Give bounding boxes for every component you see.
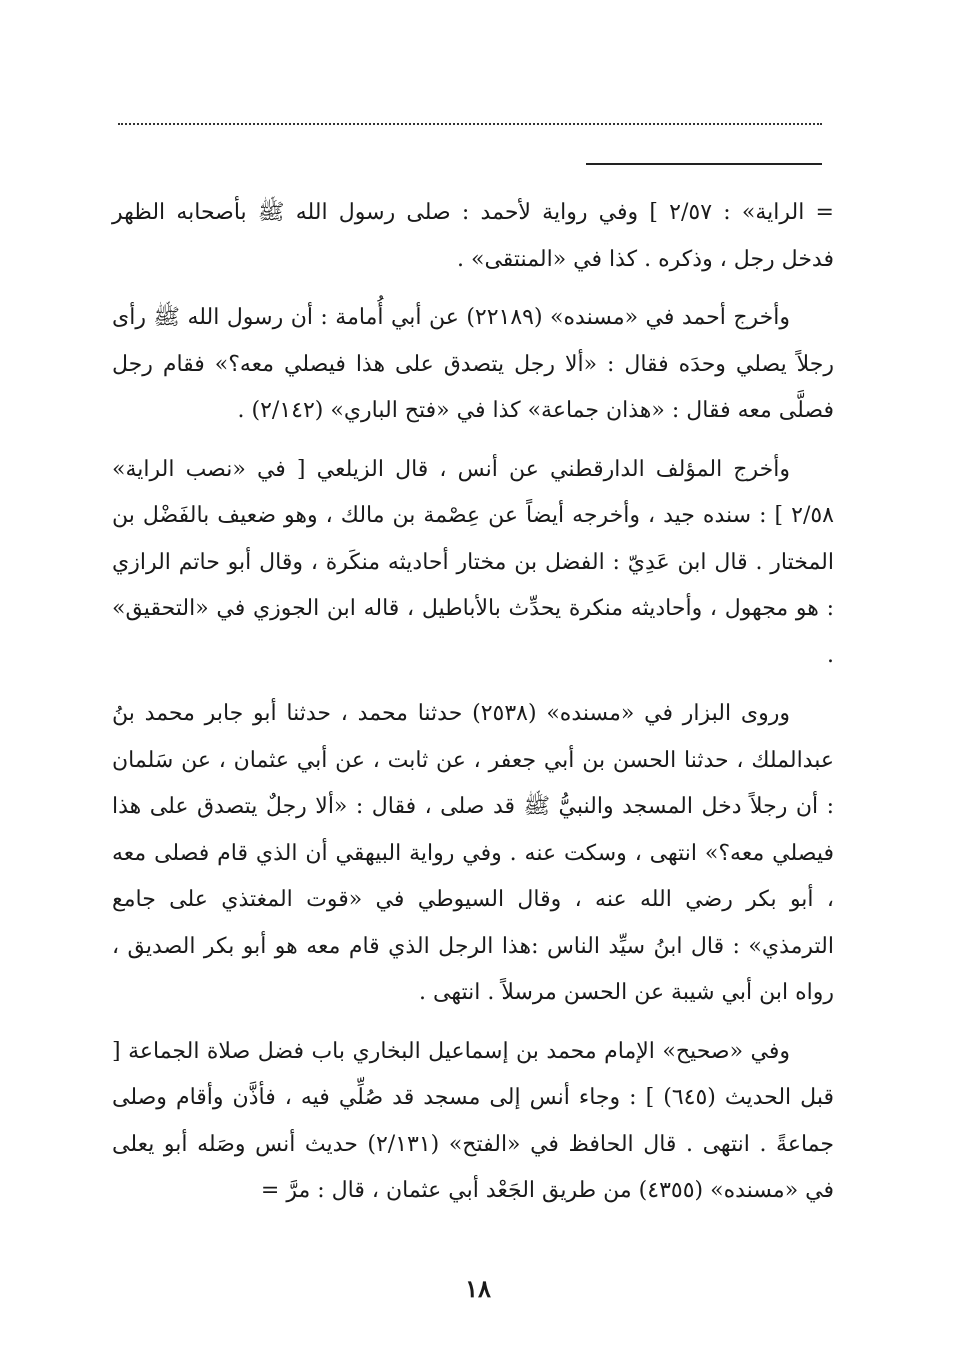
footnote-text-block (112, 190, 834, 1215)
dotted-separator (118, 123, 822, 125)
footnote-paragraph-5: وفي «صحيح» الإمام محمد بن إسماعيل البخاري باب فضل صلاة الجماعة [ قبل الحديث (٦٤٥) ] : وجاء أنس إلى مسجد قد صُلِّي فيه ، فأذَّن وأقام وصلى جماعةً . انتهى . قال الحافظ في «الفتح» (٢/١٣١) حديث أنس وصَله أبو يعلى في «مسنده» (٤٣٥٥) من طريق الجَعْد أبي عثمان ، قال : مرَّ = (112, 1038, 835, 1203)
footnote-paragraph-4: وروى البزار في «مسنده» (٢٥٣٨) حدثنا محمد ، حدثنا أبو جابر محمد بنُ عبدالملك ، حدثنا الحسن بن أبي جعفر ، عن ثابت ، عن أبي عثمان ، عن سَلمان : أن رجلاً دخل المسجد والنبيُّ ﷺ قد صلى ، فقال : «ألا رجلٌ يتصدق على هذا فيصلي معه؟» انتهى ، وسكت عنه . وفي رواية البيهقي أن الذي قام فصلى معه ، أبو بكر رضي الله عنه ، وقال السيوطي في «قوت المغتذي على جامع الترمذي» : قال ابنُ سيِّد الناس :هذا الرجل الذي قام معه هو أبو بكر الصديق ، رواه ابن أبي شيبة عن الحسن مرسلاً . انتهى . (112, 701, 834, 1005)
page-number: ١٨ (465, 1274, 491, 1303)
footnote-separator-rule (586, 163, 822, 165)
footnote-paragraph-1: = الراية» : ٢/٥٧ ] وفي رواية لأحمد : صلى رسول الله ﷺ بأصحابه الظهر فدخل رجل ، وذكره . كذا في «المنتقى» . (112, 200, 834, 272)
footnote-paragraph-2: وأخرج أحمد في «مسنده» (٢٢١٨٩) عن أبي أُمامة : أن رسول الله ﷺ رأى رجلاً يصلي وحدَه فقال : «ألا رجل يتصدق على هذا فيصلي معه؟» فقام رجل فصلَّى معه فقال : «هذان جماعة» كذا في «فتح الباري» (٢/١٤٢) . (112, 305, 834, 423)
footnote-paragraph-3: وأخرج المؤلف الدارقطني عن أنس ، قال الزيلعي [ في «نصب الراية» ٢/٥٨ ] : سنده جيد ، وأخرجه أيضاً عن عِصْمة بن مالك ، وهو ضعيف بالفَضْل بن المختار . قال ابن عَدِيّ : الفضل بن مختار أحاديثه منكَرة ، وقال أبو حاتم الرازي : هو مجهول ، وأحاديثه منكرة يحدِّث بالأباطيل ، قاله ابن الجوزي في «التحقيق» . (112, 456, 834, 668)
